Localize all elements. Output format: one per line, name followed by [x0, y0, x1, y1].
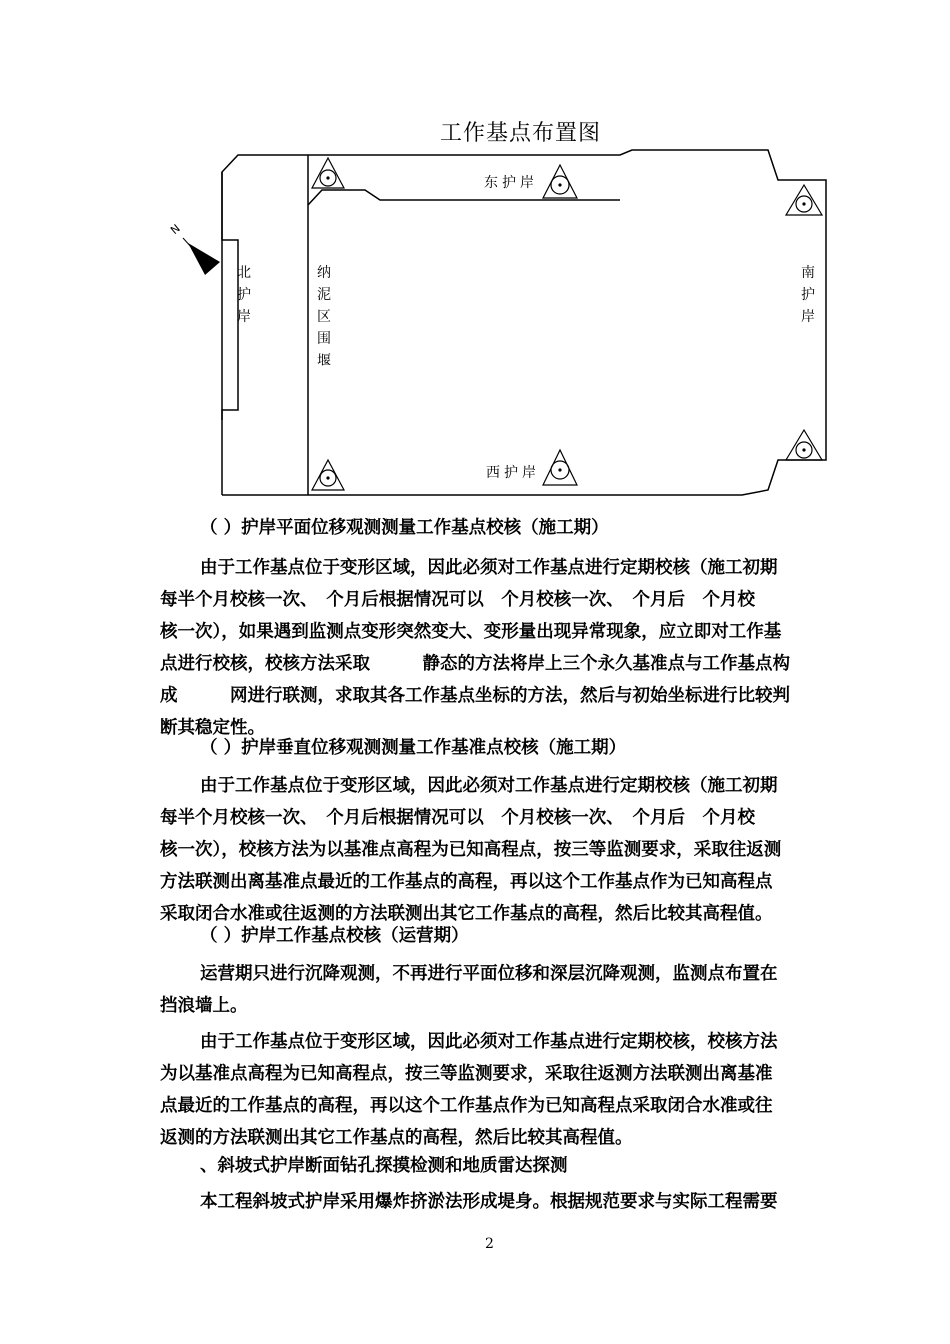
layout-figure: [0, 0, 950, 520]
control-point-east: [543, 165, 577, 198]
paragraph-drilling-intro: 本工程斜坡式护岸采用爆炸挤淤法形成堤身。根据规范要求与实际工程需要: [200, 1192, 778, 1212]
heading-drilling-radar: 、斜坡式护岸断面钻孔探摸检测和地质雷达探测: [200, 1156, 568, 1176]
heading-operation-period: （ ）护岸工作基点校核（运营期）: [200, 926, 469, 946]
north-arrow-icon: [183, 238, 220, 275]
site-plan-drawing: [0, 0, 950, 520]
heading-plane-displacement: （ ）护岸平面位移观测测量工作基点校核（施工期）: [200, 518, 609, 538]
heading-vertical-displacement: （ ）护岸垂直位移观测测量工作基准点校核（施工期）: [200, 738, 627, 758]
control-point-nw: [312, 158, 344, 188]
north-bank-label: 北 护 岸: [237, 265, 251, 325]
paragraph-plane-check: 由于工作基点位于变形区域，因此必须对工作基点进行定期校核（施工初期 每半个月校核一次、 个月后根据情况可以 个月校核一次、 个月后 个月校 核一次），如果遇到监测点变形突然变大、变形量出现异常现象，应立即对工作基 点进行校核，校核方法采取 静态的方法将岸上三个永久基准点与工作基点构 成 网进行联测，求取其各工作基点坐标的方法，然后与初始坐标进行比较判 断其稳定性。: [160, 558, 790, 738]
control-point-sw: [312, 460, 344, 490]
dike-label: 纳 泥 区 围 堰: [317, 265, 331, 369]
site-boundary: [222, 150, 826, 495]
figure-title: 工作基点布置图: [440, 121, 602, 146]
paragraph-vertical-check: 由于工作基点位于变形区域，因此必须对工作基点进行定期校核（施工初期 每半个月校核一次、 个月后根据情况可以 个月校核一次、 个月后 个月校 核一次），校核方法为以基准点高程为已知高程点，按三等监测要求，采取往返测 方法联测出离基准点最近的工作基点的高程，再以这个工作基点作为已知高程点 采取闭合水准或往返测的方法联测出其它工作基点的高程，然后比较其高程值。: [160, 776, 782, 924]
paragraph-operation-observation: 运营期只进行沉降观测，不再进行平面位移和深层沉降观测，监测点布置在 挡浪墙上。: [160, 964, 778, 1016]
control-point-west: [543, 450, 577, 485]
control-point-ne: [786, 185, 822, 215]
south-bank-label: 南 护 岸: [801, 265, 815, 325]
control-point-se: [786, 430, 822, 460]
paragraph-operation-check: 由于工作基点位于变形区域，因此必须对工作基点进行定期校核，校核方法 为以基准点高程为已知高程点，按三等监测要求，采取往返测方法联测出离基准 点最近的工作基点的高程，再以这个工作基点作为已知高程点采取闭合水准或往 返测的方法联测出其它工作基点的高程，然后比较其高程值。: [160, 1032, 778, 1148]
west-bank-label: 西护岸: [486, 465, 540, 481]
page-number: 2: [485, 1236, 494, 1252]
east-bank-label: 东护岸: [484, 175, 538, 191]
north-arrow-label: N: [168, 221, 183, 238]
